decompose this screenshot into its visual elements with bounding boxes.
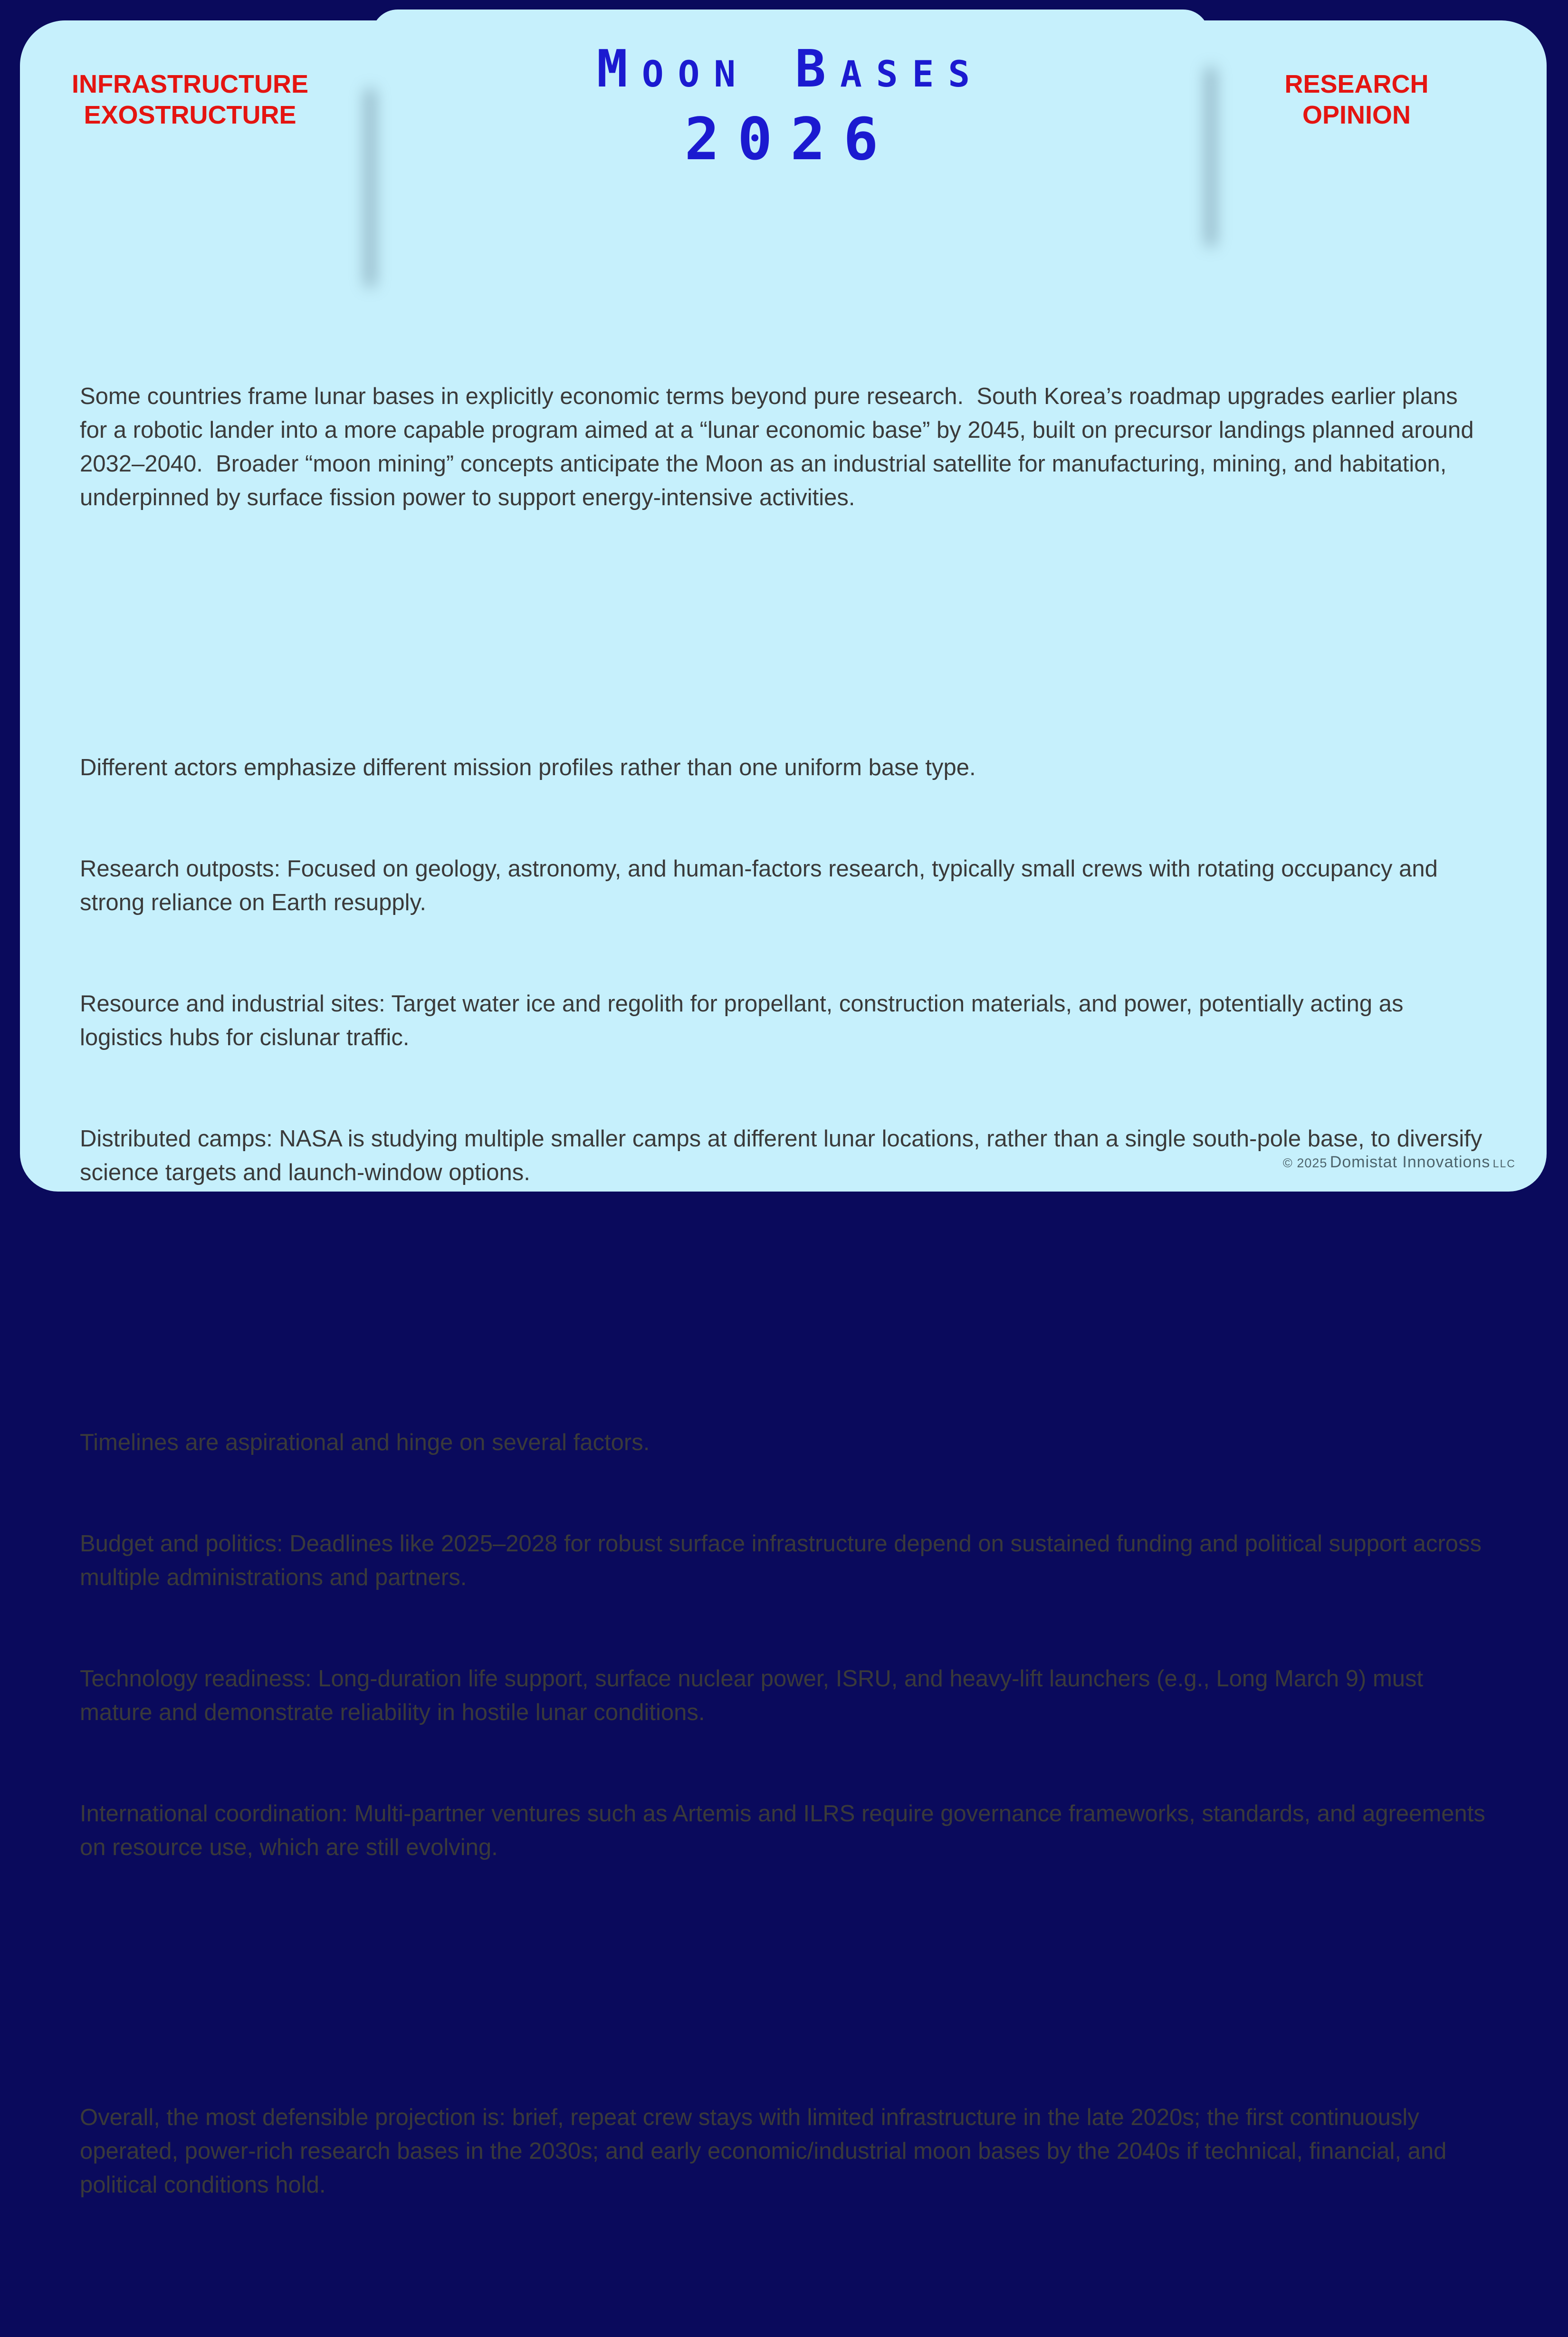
body-sentence: Resource and industrial sites: Target water ice and regolith for propellant, construction materials, and power, potentially acting as logistics hubs for cislunar traffic. (80, 991, 1410, 1050)
body-sentence: Technology readiness: Long-duration life support, surface nuclear power, ISRU, and heavy-lift launchers (e.g., Long March 9) must mature and demonstrate reliability in hostile lunar conditions. (80, 1666, 1430, 1725)
paragraph-economic-framing (80, 312, 1486, 582)
copyright-notice (1283, 1153, 1516, 1172)
slide-title: Moon Bases (596, 39, 985, 99)
body-sentence: Some countries frame lunar bases in explicitly economic terms beyond pure research. South Korea’s roadmap upgrades earlier plans for a robotic lander into a more capable program aimed at a “lunar economic base” by 2045, built on precursor landings planned around 2032–2040. Broader “moon mining” concepts anticipate the Moon as an industrial satellite for manufacturing, mining, and habitation, underpinned by surface fission power to support energy-intensive activities. (80, 384, 1481, 510)
right-tag-line2: OPINION (1302, 101, 1411, 129)
company-name: Domistat Innovations (1329, 1153, 1491, 1171)
right-category-tag (1214, 69, 1499, 131)
left-tag-line1: INFRASTRUCTURE (72, 70, 308, 98)
body-sentence: Overall, the most defensible projection is: brief, repeat crew stays with limited infrastructure in the late 2020s; the first continuously operated, power-rich research bases in the 2030s; and early economic/industrial moon bases by the 2040s if technical, financial, and political conditions hold. (80, 2105, 1453, 2198)
slide-body (80, 245, 1492, 2337)
paragraph-timelines (80, 1358, 1492, 1932)
paragraph-projection (80, 2033, 1486, 2270)
left-tag-line2: EXOSTRUCTURE (84, 101, 296, 129)
copyright-year: © 2025 (1282, 1156, 1328, 1170)
paragraph-mission-profiles (80, 683, 1489, 1257)
body-sentence: Distributed camps: NASA is studying multiple smaller camps at different lunar locations, rather than a single south-pole base, to diversify science targets and launch-window options. (80, 1126, 1489, 1185)
body-sentence: International coordination: Multi-partner ventures such as Artemis and ILRS require governance frameworks, standards, and agreements on resource use, which are still evolving. (80, 1801, 1492, 1860)
body-sentence: Timelines are aspirational and hinge on several factors. (80, 1430, 650, 1455)
right-tag-line1: RESEARCH (1284, 70, 1429, 98)
body-sentence: Budget and politics: Deadlines like 2025–2028 for robust surface infrastructure depend on sustained funding and political support across multiple administrations and partners. (80, 1531, 1488, 1590)
left-category-tag (45, 69, 335, 131)
slide-title-year: 2026 (684, 106, 897, 173)
company-entity-type: LLC (1492, 1157, 1516, 1170)
body-sentence: Research outposts: Focused on geology, astronomy, and human-factors research, typically small crews with rotating occupancy and strong reliance on Earth resupply. (80, 856, 1444, 915)
body-sentence: Different actors emphasize different mission profiles rather than one uniform base type. (80, 755, 976, 780)
